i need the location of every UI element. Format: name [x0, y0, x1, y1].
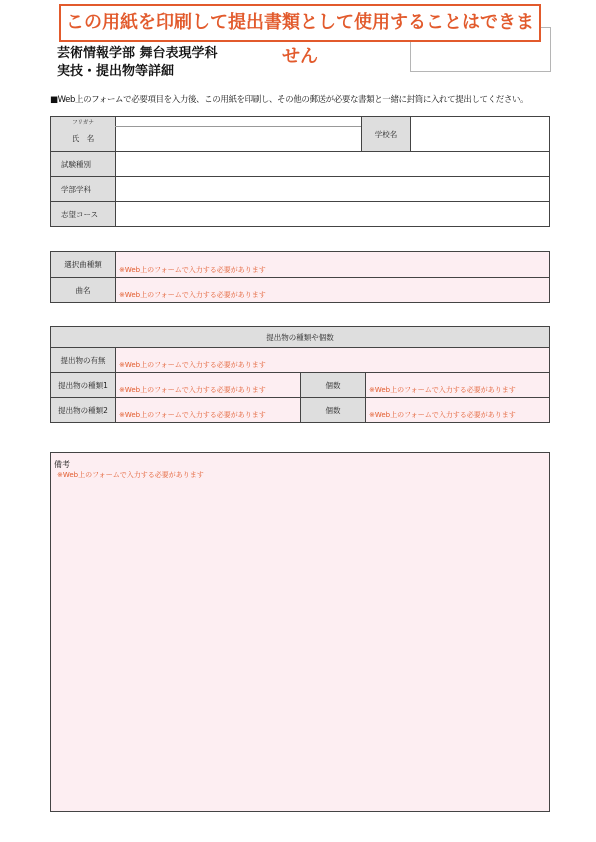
page-title: [57, 45, 218, 81]
song-selection-table: [50, 251, 550, 303]
school-label: 学校名: [362, 117, 410, 151]
divider: [115, 347, 116, 422]
divider: [300, 372, 301, 422]
exam-type-field[interactable]: [116, 152, 549, 176]
count1-field[interactable]: [366, 373, 549, 397]
divider: [361, 117, 362, 151]
remarks-notice: ※Web上のフォームで入力する必要があります: [57, 471, 204, 479]
divider: [51, 151, 549, 152]
type1-notice: ※Web上のフォームで入力する必要があります: [119, 386, 266, 394]
course-field[interactable]: [116, 202, 549, 226]
title-line-1: 芸術情報学部 舞台表現学科: [57, 46, 218, 61]
count1-notice: ※Web上のフォームで入力する必要があります: [369, 386, 516, 394]
count2-label: 個数: [301, 398, 365, 422]
furigana-label: フリガナ: [51, 117, 115, 126]
remarks-box[interactable]: [50, 452, 550, 812]
count2-notice: ※Web上のフォームで入力する必要があります: [369, 411, 516, 419]
song-type-field[interactable]: [116, 252, 549, 277]
title-line-2: 実技・提出物等詳細: [57, 64, 175, 79]
song-name-field[interactable]: [116, 278, 549, 302]
type2-label: 提出物の種類2: [51, 398, 115, 422]
divider: [51, 201, 549, 202]
name-field[interactable]: [116, 127, 361, 151]
divider: [115, 126, 361, 127]
count2-field[interactable]: [366, 398, 549, 422]
course-label: 志望コース: [51, 202, 115, 226]
type1-label: 提出物の種類1: [51, 373, 115, 397]
exam-type-label: 試験種別: [51, 152, 115, 176]
applicant-info-table: [50, 116, 550, 227]
type2-notice: ※Web上のフォームで入力する必要があります: [119, 411, 266, 419]
presence-notice: ※Web上のフォームで入力する必要があります: [119, 361, 266, 369]
presence-label: 提出物の有無: [51, 348, 115, 372]
type1-field[interactable]: [116, 373, 300, 397]
divider: [410, 117, 411, 151]
presence-field[interactable]: [116, 348, 549, 372]
submissions-header: 提出物の種類や個数: [51, 327, 549, 347]
name-label: 氏 名: [51, 126, 115, 151]
count1-label: 個数: [301, 373, 365, 397]
divider: [115, 117, 116, 226]
print-warning-banner: この用紙を印刷して提出書類として使用することはできません: [59, 4, 541, 42]
department-field[interactable]: [116, 177, 549, 201]
school-field[interactable]: [411, 117, 549, 151]
song-type-notice: ※Web上のフォームで入力する必要があります: [119, 266, 266, 274]
instructions-text: ■Web上のフォームで必要項目を入力後、この用紙を印刷し、その他の郵送が必要な書類と一緒に封筒に入れて提出してください。: [50, 95, 529, 105]
song-name-label: 曲名: [51, 278, 115, 302]
song-name-notice: ※Web上のフォームで入力する必要があります: [119, 291, 266, 299]
remarks-label: 備考: [54, 460, 70, 469]
divider: [51, 347, 549, 348]
furigana-field[interactable]: [116, 117, 361, 126]
divider: [365, 372, 366, 422]
submissions-table: [50, 326, 550, 423]
divider: [51, 176, 549, 177]
divider: [51, 277, 549, 278]
type2-field[interactable]: [116, 398, 300, 422]
song-type-label: 選択曲種類: [51, 252, 115, 277]
department-label: 学部学科: [51, 177, 115, 201]
